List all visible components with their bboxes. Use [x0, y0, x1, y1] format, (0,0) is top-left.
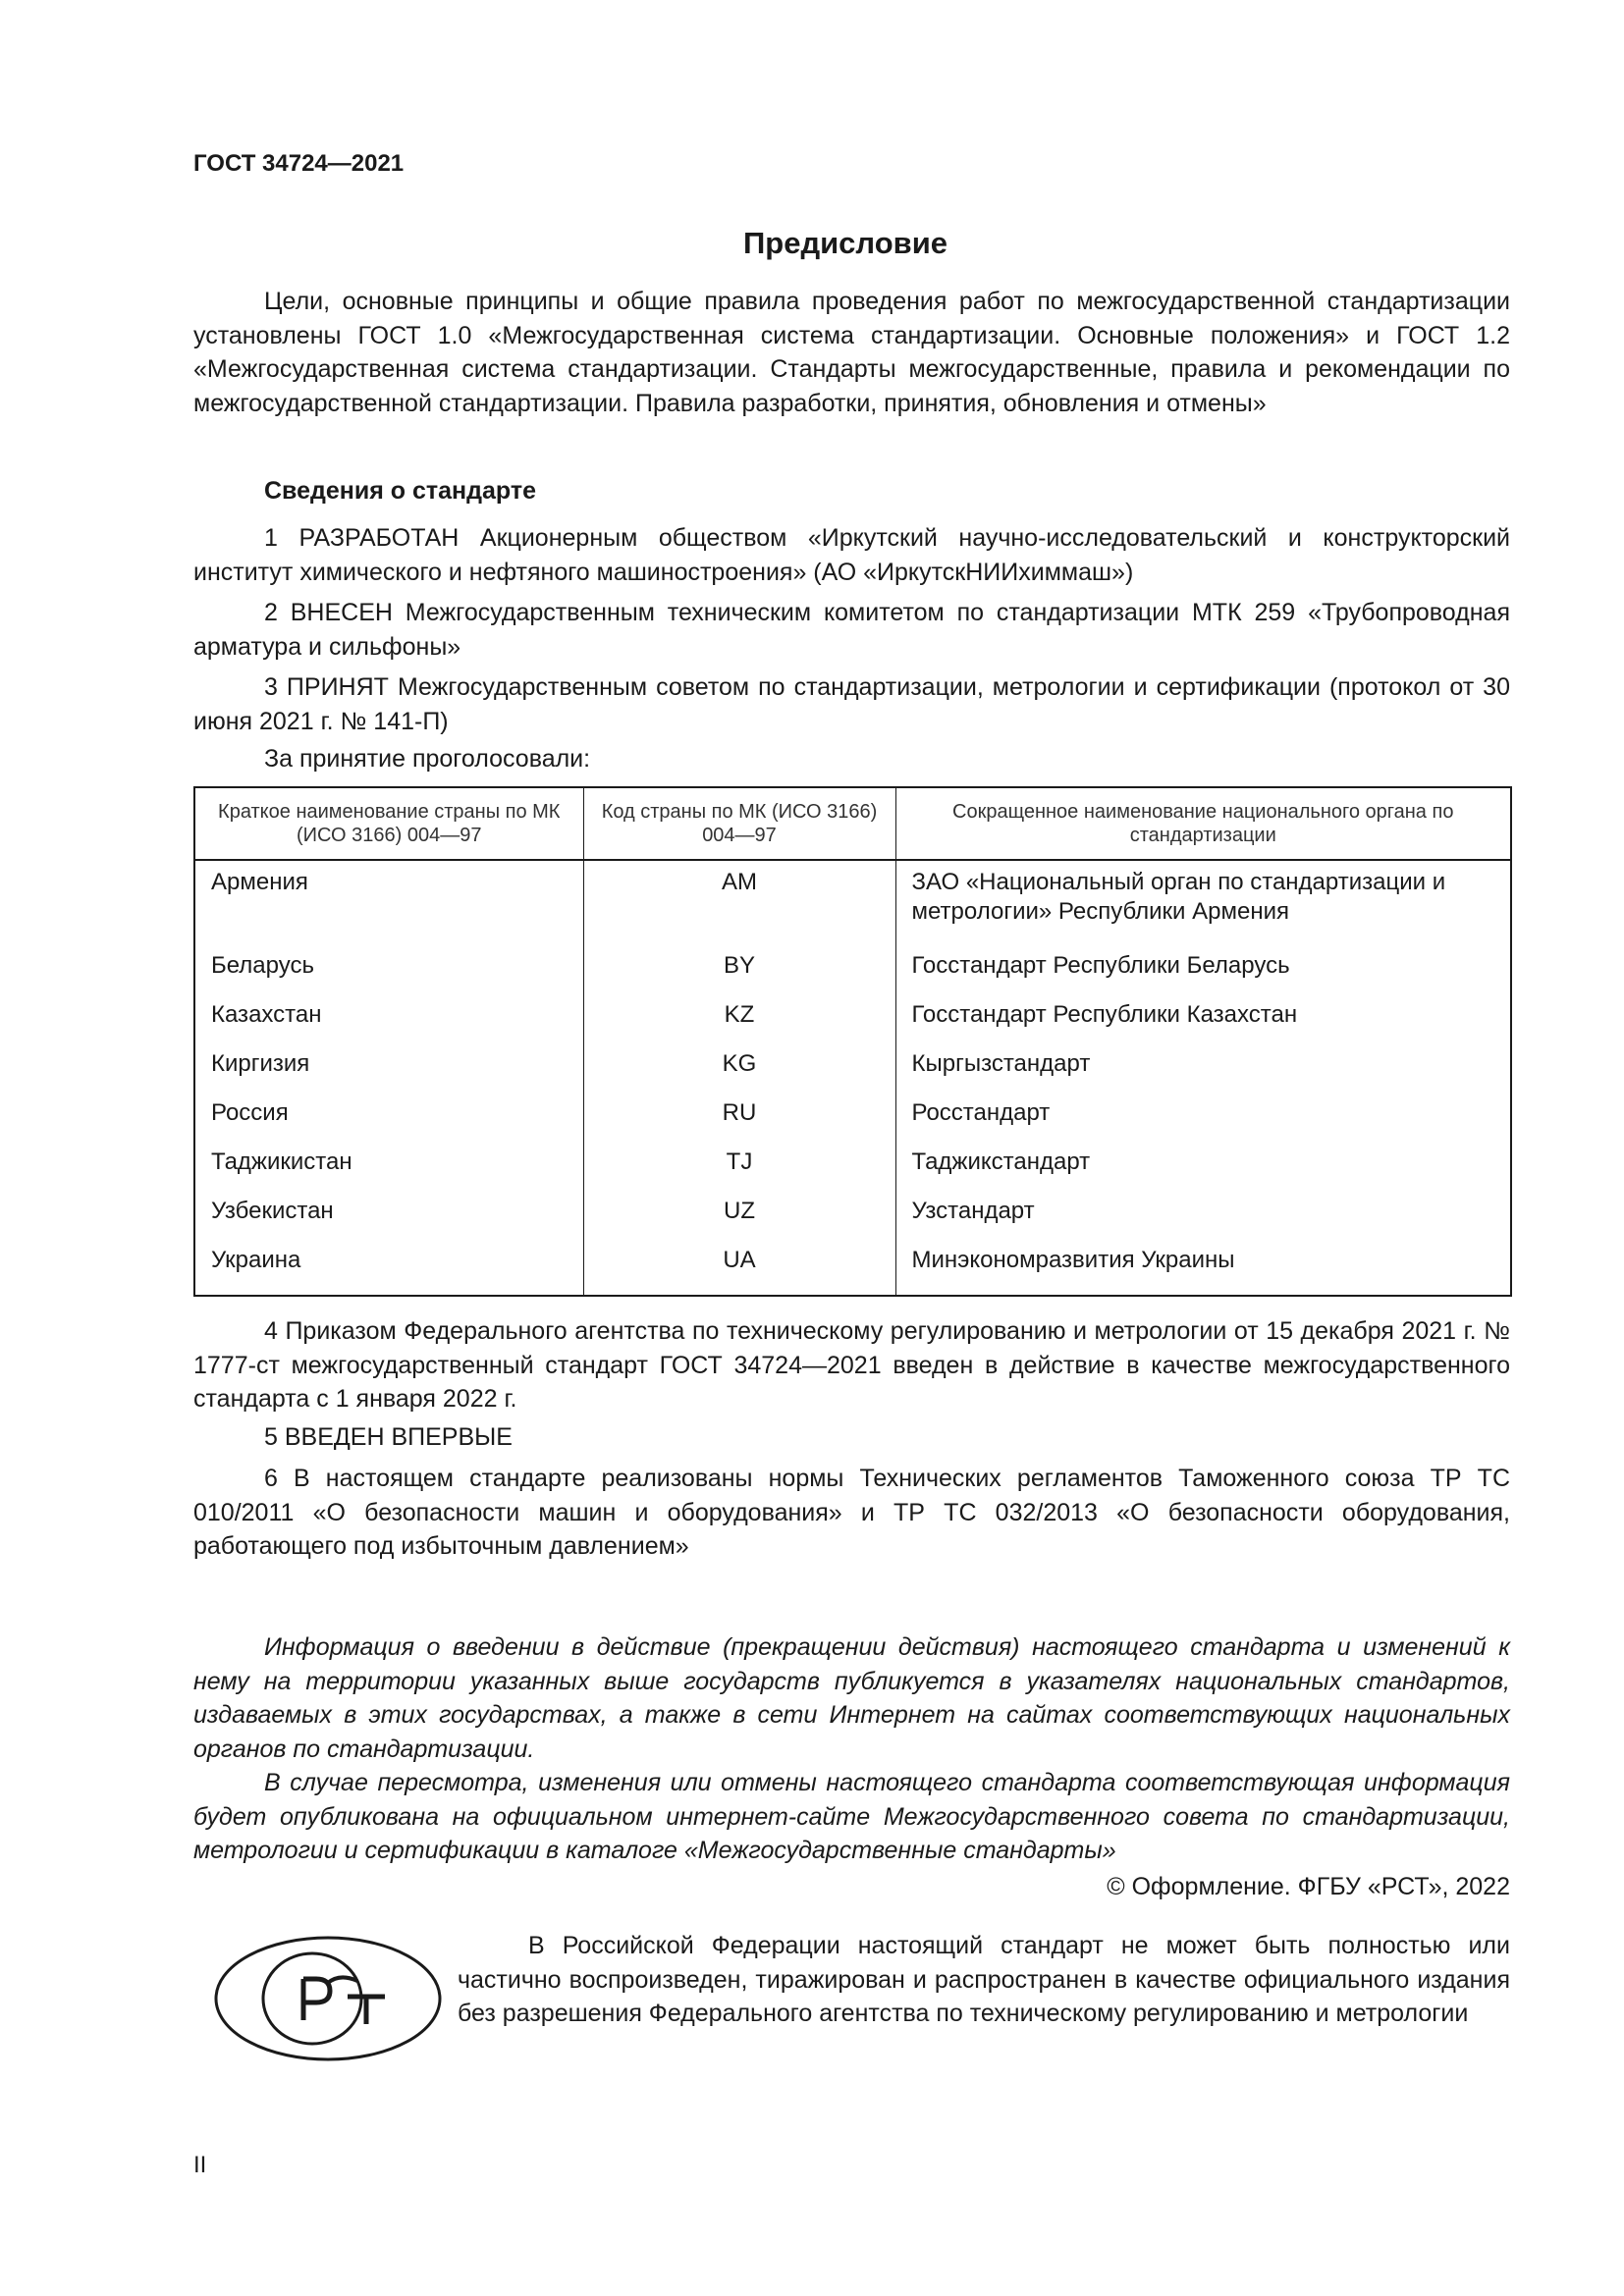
item-3-paragraph [193, 670, 1510, 738]
item-4-text: 4 Приказом Федерального агентства по техническому регулированию и метрологии от 15 декабря 2021 г. № 1777-ст межгосударственный стандарт ГОСТ 34724—2021 введен в действие в качестве межгосударственного стандарта с 1 января 2022 г. [193, 1317, 1510, 1413]
header-country-code: Код страны по МК (ИСО 3166) 004—97 [583, 787, 895, 860]
cell-code: UA [583, 1239, 895, 1296]
item-3-text: 3 ПРИНЯТ Межгосударственным советом по стандартизации, метрологии и сертификации (протокол от 30 июня 2021 г. № 141-П) [193, 673, 1510, 735]
italic-paragraph-1 [193, 1630, 1510, 1766]
table-header-row [194, 787, 1511, 860]
cell-body: Таджикстандарт [911, 1148, 1091, 1175]
table-row [194, 1239, 1511, 1296]
reproduction-notice [458, 1929, 1510, 2031]
cell-code: KG [583, 1042, 895, 1092]
cell-country: Казахстан [194, 993, 583, 1042]
cell-body: Узстандарт [911, 1198, 1035, 1224]
document-id: ГОСТ 34724—2021 [193, 150, 405, 177]
item-1-paragraph [193, 521, 1510, 589]
cell-country: Россия [194, 1092, 583, 1141]
cell-country: Таджикистан [194, 1141, 583, 1190]
intro-text: Цели, основные принципы и общие правила проведения работ по межгосударственной стандартизации установлены ГОСТ 1.0 «Межгосударственная система стандартизации. Основные положения» и ГОСТ 1.2 «Межгосударственная система стандартизации. Стандарты межгосударственные, правила и рекомендации по межгосударственной стандартизации. Правила разработки, принятия, обновления и отмены» [193, 288, 1510, 417]
italic-paragraph-2 [193, 1766, 1510, 1868]
info-heading: Сведения о стандарте [264, 477, 537, 505]
cell-country: Армения [194, 860, 583, 944]
cell-body: Кыргызстандарт [911, 1050, 1091, 1077]
header-country-name: Краткое наименование страны по МК (ИСО 3166) 004—97 [194, 787, 583, 860]
table-row [194, 1092, 1511, 1141]
cell-code: BY [583, 944, 895, 993]
item-2-text: 2 ВНЕСЕН Межгосударственным техническим комитетом по стандартизации МТК 259 «Трубопроводная арматура и сильфоны» [193, 599, 1510, 661]
cell-country: Узбекистан [194, 1190, 583, 1239]
cell-code: RU [583, 1092, 895, 1141]
item-2-paragraph [193, 596, 1510, 664]
italic-text-2: В случае пересмотра, изменения или отмены настоящего стандарта соответствующая информация будет опубликована на официальном интернет-сайте Межгосударственного совета по стандартизации, метрологии и сертификации в каталоге «Межгосударственные стандарты» [193, 1769, 1510, 1864]
item-4-paragraph [193, 1314, 1510, 1416]
item-6-paragraph [193, 1462, 1510, 1564]
table-row [194, 944, 1511, 993]
cell-code: UZ [583, 1190, 895, 1239]
notice-text: В Российской Федерации настоящий стандарт не может быть полностью или частично воспроизведен, тиражирован и распространен в качестве официального издания без разрешения Федерального агентства по техническому регулированию и метрологии [458, 1932, 1510, 2027]
table-row [194, 1141, 1511, 1190]
table-row [194, 1190, 1511, 1239]
item-6-text: 6 В настоящем стандарте реализованы нормы Технических регламентов Таможенного союза ТР ТС 010/2011 «О безопасности машин и оборудования» и ТР ТС 032/2013 «О безопасности оборудования, работающего под избыточным давлением» [193, 1465, 1510, 1560]
cell-country: Беларусь [194, 944, 583, 993]
item-5-text: 5 ВВЕДЕН ВПЕРВЫЕ [264, 1423, 513, 1451]
table-row [194, 860, 1511, 944]
copyright-line: © Оформление. ФГБУ «РСТ», 2022 [1107, 1873, 1510, 1900]
cell-body: ЗАО «Национальный орган по стандартизации и метрологии» Республики Армения [911, 869, 1446, 925]
cell-body: Госстандарт Республики Казахстан [911, 1001, 1298, 1028]
table-row [194, 993, 1511, 1042]
cell-code: TJ [583, 1141, 895, 1190]
italic-text-1: Информация о введении в действие (прекращении действия) настоящего стандарта и изменений к нему на территории указанных выше государств публикуется в указателях национальных стандартов, издаваемых в этих государствах, а также в сети Интернет на сайтах соответствующих национальных органов по стандартизации. [193, 1633, 1510, 1763]
intro-paragraph [193, 285, 1510, 420]
page-title: Предисловие [742, 226, 947, 260]
cell-code: AM [583, 860, 895, 944]
rst-logo-icon [210, 1932, 446, 2065]
cell-body: Росстандарт [911, 1099, 1051, 1126]
table-row [194, 1042, 1511, 1092]
header-national-body: Сокращенное наименование национального органа по стандартизации [895, 787, 1511, 860]
cell-country: Украина [194, 1239, 583, 1296]
cell-body: Госстандарт Республики Беларусь [911, 952, 1290, 979]
vote-label: За принятие проголосовали: [264, 745, 591, 773]
cell-country: Киргизия [194, 1042, 583, 1092]
item-1-text: 1 РАЗРАБОТАН Акционерным обществом «Иркутский научно-исследовательский и конструкторский институт химического и нефтяного машиностроения» (АО «ИркутскНИИхиммаш») [193, 524, 1510, 586]
voting-table [193, 786, 1512, 1297]
page-number: II [193, 2152, 207, 2178]
cell-body: Минэкономразвития Украины [911, 1247, 1235, 1273]
cell-code: KZ [583, 993, 895, 1042]
